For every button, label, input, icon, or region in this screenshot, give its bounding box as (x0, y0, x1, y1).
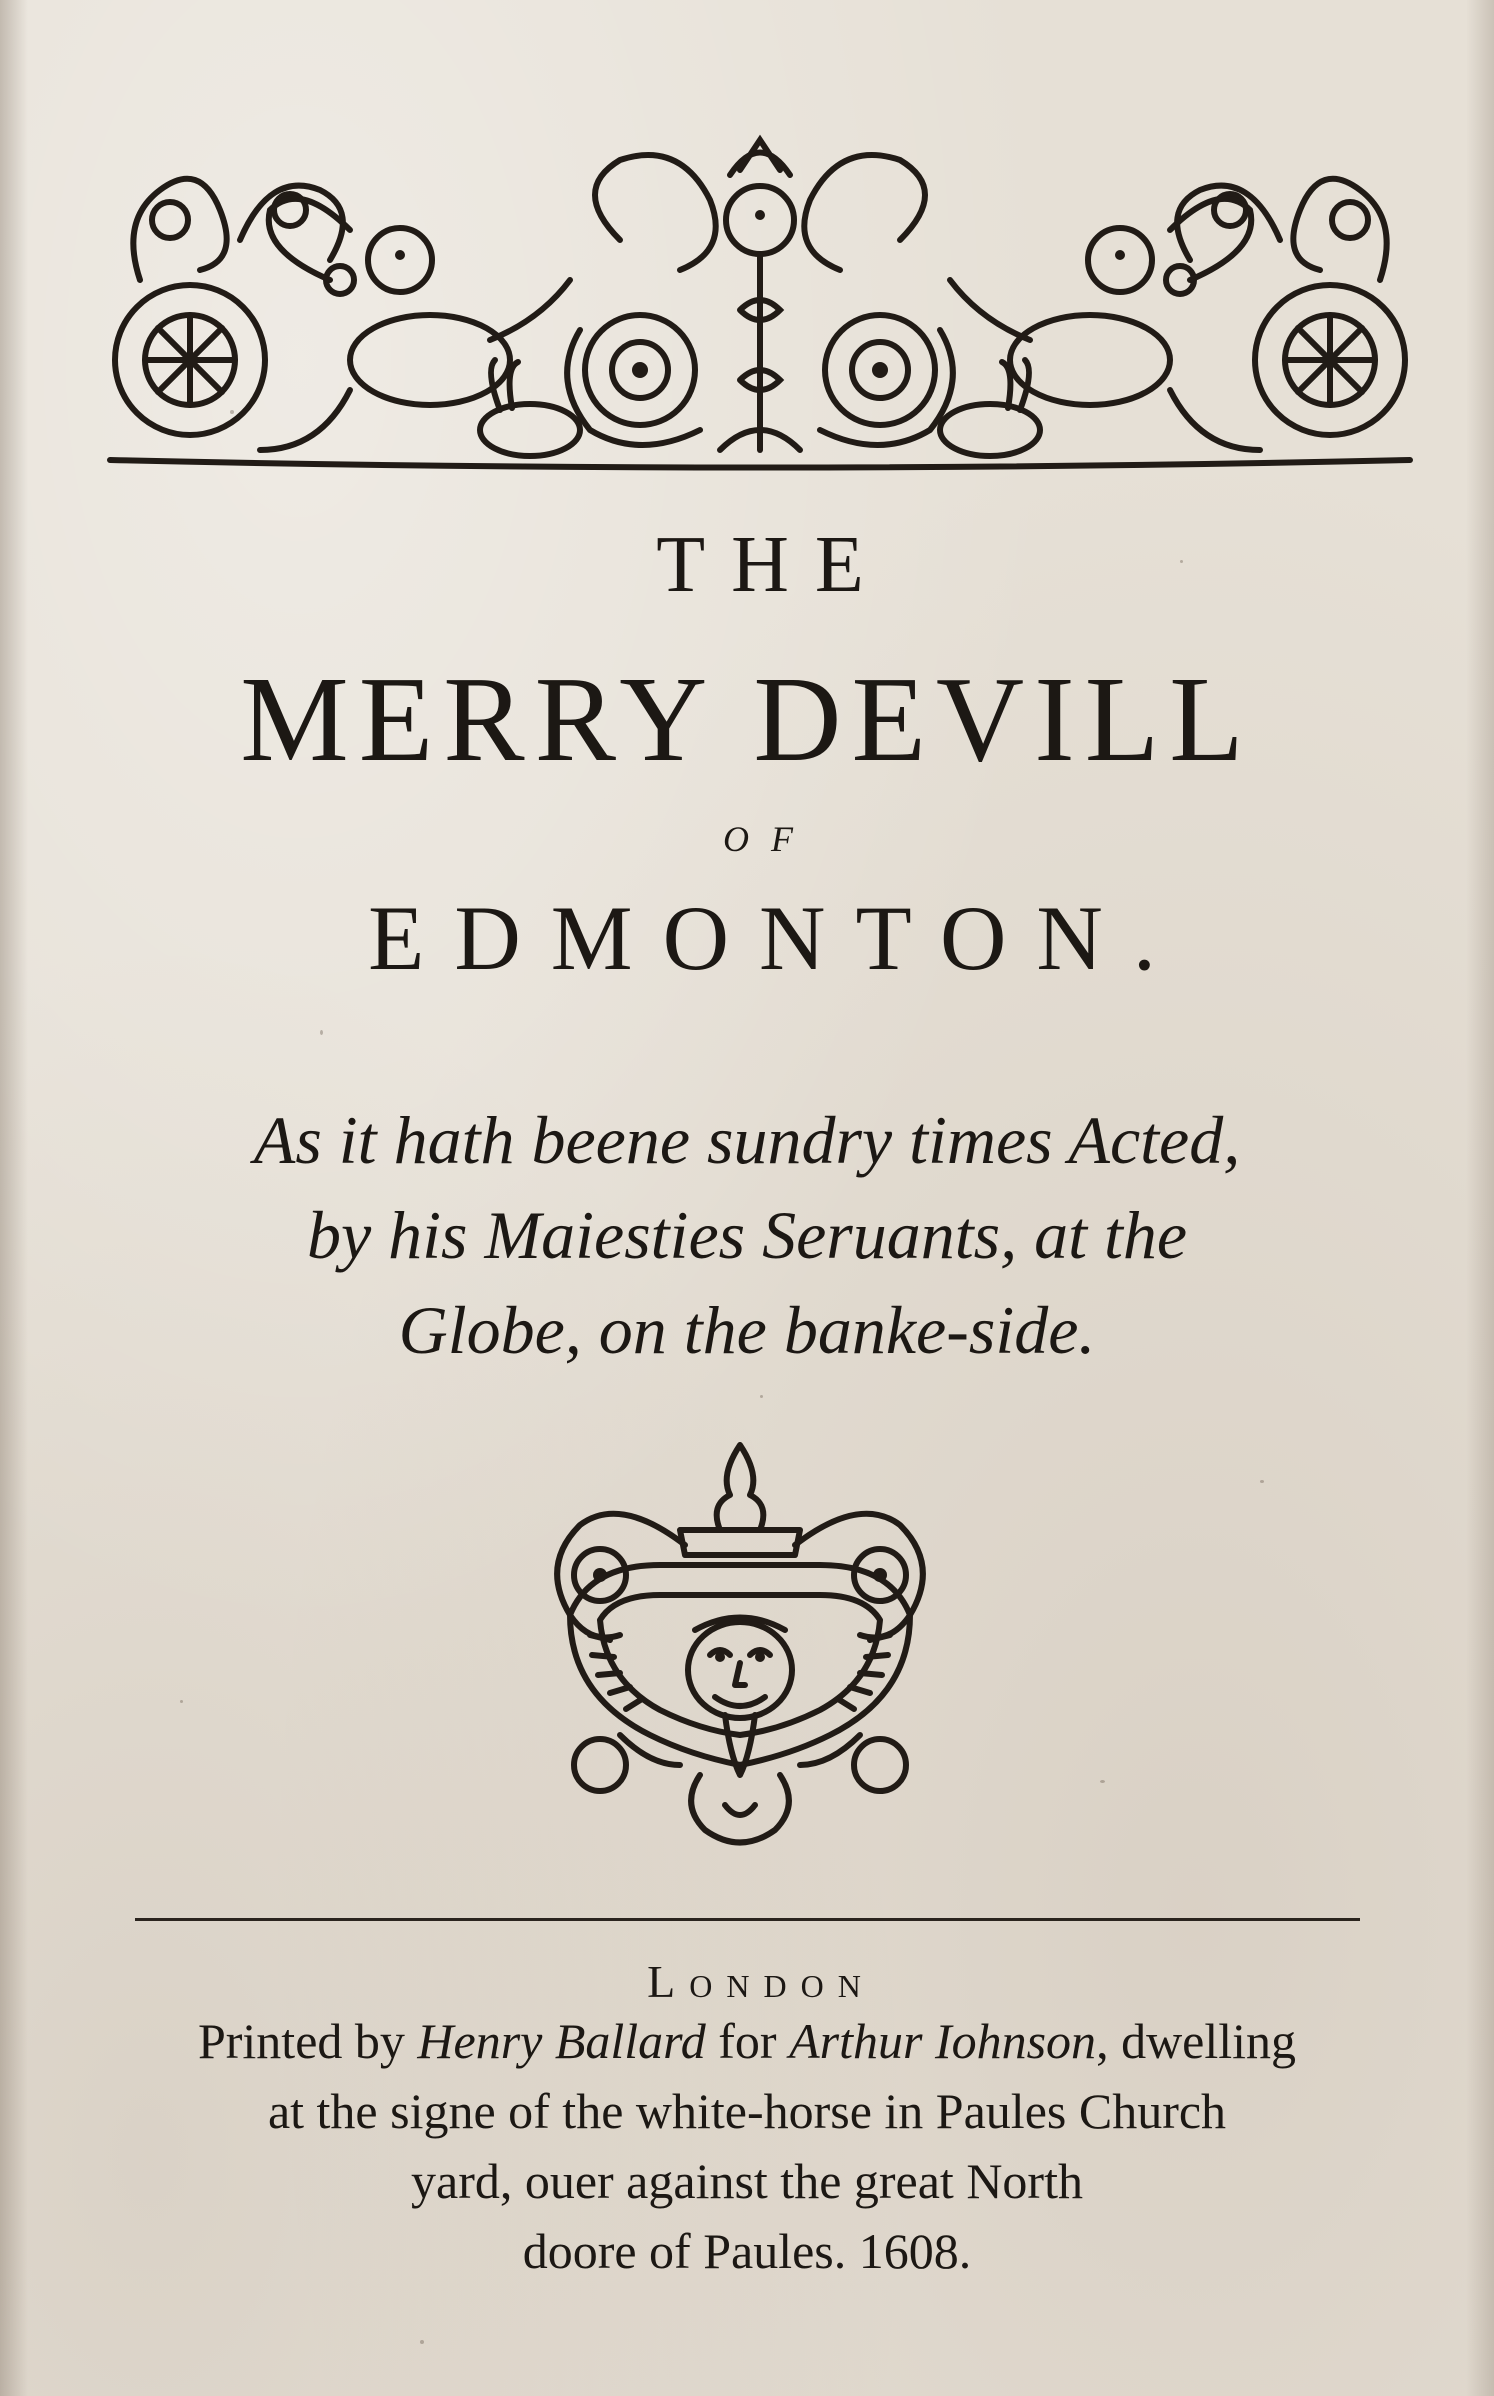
subtitle-line-2 (0, 1195, 1494, 1277)
paper-speck (420, 2340, 424, 2344)
paper-speck (1100, 1780, 1105, 1783)
imprint-publisher-name: Arthur Iohnson (789, 2013, 1097, 2069)
imprint-printer-name: Henry Ballard (417, 2013, 706, 2069)
paper-speck (320, 1030, 323, 1035)
woodcut-headpiece-icon (100, 130, 1420, 490)
paper-speck (180, 1700, 183, 1703)
title-line-the: THE (656, 521, 890, 609)
subtitle-line-3 (0, 1290, 1494, 1372)
subtitle-text: Globe, on the banke-side. (398, 1292, 1096, 1368)
subtitle-line-1 (0, 1100, 1494, 1182)
title-line-of: OF (723, 819, 815, 859)
imprint-line-1 (0, 2012, 1494, 2070)
horizontal-rule (135, 1918, 1360, 1921)
subtitle-text: by his Maiesties Seruants, at the (306, 1197, 1188, 1273)
paper-speck (1260, 1480, 1264, 1483)
title-line-edmonton: EDMONTON. (368, 887, 1186, 989)
imprint-line-3: yard, ouer against the great North (411, 2153, 1083, 2209)
imprint-text: , dwelling (1096, 2013, 1297, 2069)
title-line-merry-devill: MERRY DEVILL (240, 652, 1254, 787)
paper-speck (760, 1395, 763, 1398)
printers-device-mask-icon (530, 1435, 950, 1865)
imprint-text: for (705, 2013, 790, 2069)
imprint-line-4: doore of Paules. 1608. (522, 2223, 972, 2279)
imprint-city: London (647, 1956, 875, 2007)
subtitle-text: As it hath beene sundry times Acted, (253, 1102, 1241, 1178)
imprint-line-2: at the signe of the white-horse in Paules Church (267, 2083, 1227, 2139)
imprint-text: Printed by (197, 2013, 418, 2069)
